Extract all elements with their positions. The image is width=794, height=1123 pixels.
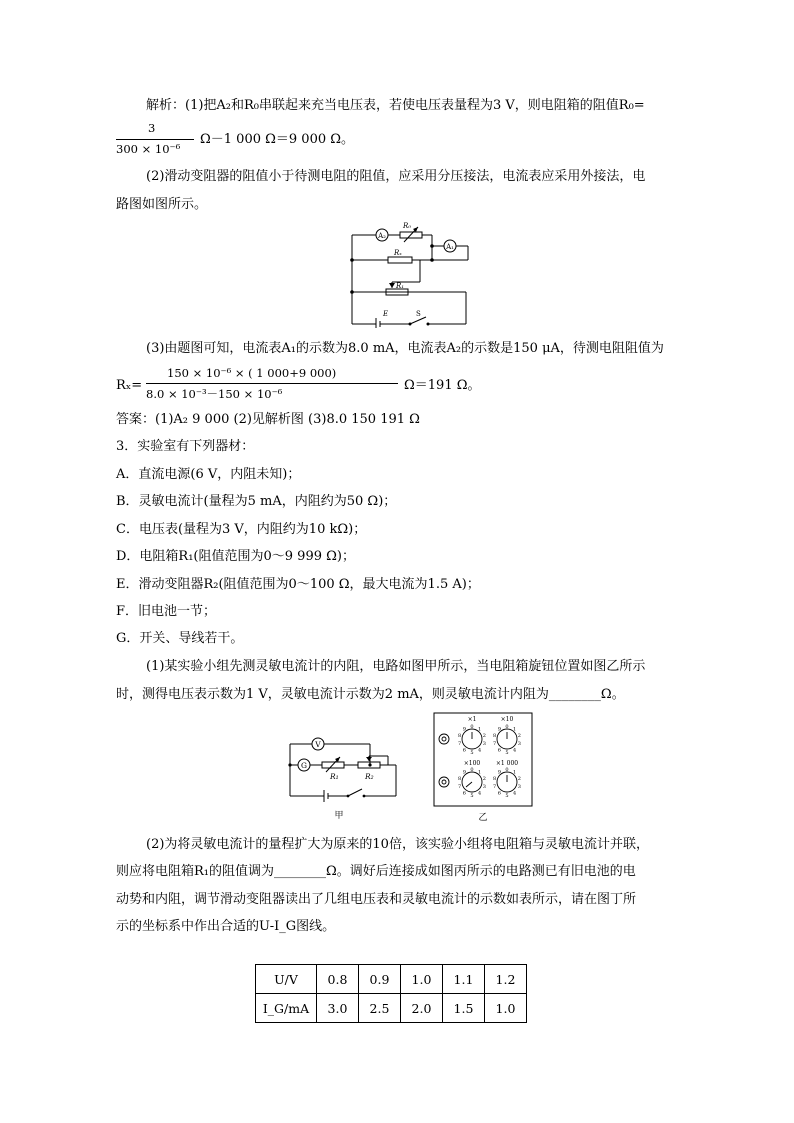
jia-r1-label: R₁ xyxy=(330,772,339,781)
dial-digit: 6 xyxy=(497,747,501,754)
dial-digit: 9 xyxy=(497,726,501,733)
solution-line-1: 解析：(1)把A₂和R₀串联起来充当电压表，若使电压表量程为3 V，则电阻箱的阻值R₀= xyxy=(146,98,645,113)
rheostat-r1-label: R₁ xyxy=(396,282,405,290)
dial-digit: 9 xyxy=(462,726,466,733)
dial-digit: 3 xyxy=(517,741,521,747)
dial-digit: 4 xyxy=(513,790,517,797)
q3-item-c: C．电压表(量程为3 V，内阻约为10 kΩ)； xyxy=(116,522,367,537)
dial-x1000-label: ×1 000 xyxy=(495,760,519,767)
dial-digit: 6 xyxy=(497,790,501,797)
dial-digit: 1 xyxy=(513,726,517,733)
q3-part2-line1: (2)为将灵敏电流计的量程扩大为原来的10倍，该实验小组将电阻箱与灵敏电流计并联， xyxy=(146,837,649,852)
circuit-diagram-1 xyxy=(348,216,474,328)
galvanometer-g-label: G xyxy=(301,761,307,770)
table-cell: 1.5 xyxy=(443,994,485,1023)
resistor-r0-label: R₀ xyxy=(403,222,412,230)
dial-digit: 4 xyxy=(478,790,482,797)
table-cell: 1.0 xyxy=(401,965,443,994)
dial-digit: 7 xyxy=(493,784,497,790)
q3-part2-line3: 动势和内阻，调节滑动变阻器读出了几组电压表和灵敏电流计的示数如表所示，请在图丁所 xyxy=(116,892,637,907)
table-cell: 1.0 xyxy=(485,994,527,1023)
jia-r2-label: R₂ xyxy=(365,772,374,781)
q3-item-f: F．旧电池一节； xyxy=(116,604,217,619)
q3-part2-line4: 示的坐标系中作出合适的U-I_G图线。 xyxy=(116,919,336,934)
fraction-1-result: Ω－1 000 Ω＝9 000 Ω。 xyxy=(200,132,355,147)
dial-digit: 8 xyxy=(493,733,497,739)
battery-e-label: E xyxy=(383,310,389,318)
q3-stem: 3．实验室有下列器材： xyxy=(116,439,255,454)
dial-digit: 4 xyxy=(478,747,482,754)
dial-digit: 5 xyxy=(505,750,509,756)
ammeter-a1-label: A₁ xyxy=(446,243,454,251)
dial-digit: 7 xyxy=(493,741,497,747)
dial-x100-label: ×100 xyxy=(463,760,481,767)
figure-yi-caption: 乙 xyxy=(478,813,488,822)
table-cell: 0.9 xyxy=(359,965,401,994)
dial-digit: 8 xyxy=(458,733,462,739)
q3-part1-line1: (1)某实验小组先测灵敏电流计的内阻，电路如图甲所示，当电阻箱旋钮位置如图乙所示 xyxy=(146,659,646,674)
switch-s-label: S xyxy=(416,310,421,318)
answer-line: 答案：(1)A₂ 9 000 (2)见解析图 (3)8.0 150 191 Ω xyxy=(116,412,420,427)
figure-jia-circuit xyxy=(284,730,416,822)
solution-line-4: (3)由题图可知，电流表A₁的示数为8.0 mA，电流表A₂的示数是150 μA，待测电阻阻值为 xyxy=(146,341,664,356)
dial-digit: 1 xyxy=(478,726,482,733)
q3-part2-line2: 则应将电阻箱R₁的阻值调为________Ω。调好后连接成如图丙所示的电路测已有旧电池的电 xyxy=(116,864,636,879)
figure-yi-resistance-box xyxy=(432,712,534,822)
dial-x1-label: ×1 xyxy=(467,716,477,723)
fraction-2-bar xyxy=(146,383,398,384)
solution-line-3: 路图如图所示。 xyxy=(116,197,208,212)
table-header-u: U/V xyxy=(256,965,317,994)
q3-item-g: G．开关、导线若干。 xyxy=(116,631,244,646)
table-header-ig: I_G/mA xyxy=(256,994,317,1023)
dial-digit: 3 xyxy=(482,784,486,790)
dial-digit: 5 xyxy=(470,750,474,756)
dial-digit: 8 xyxy=(493,776,497,782)
dial-digit: 9 xyxy=(462,769,466,776)
table-row-ig xyxy=(256,994,527,1023)
dial-digit: 0 xyxy=(505,724,509,730)
dial-digit: 0 xyxy=(470,724,474,730)
dial-digit: 5 xyxy=(505,793,509,799)
dial-digit: 3 xyxy=(517,784,521,790)
fraction-1-denominator: 300 × 10⁻⁶ xyxy=(116,142,181,156)
fraction-2-result: Ω＝191 Ω。 xyxy=(404,378,481,393)
dial-digit: 8 xyxy=(458,776,462,782)
q3-item-e: E．滑动变阻器R₂(阻值范围为0～100 Ω，最大电流为1.5 A)； xyxy=(116,577,480,592)
table-cell: 1.2 xyxy=(485,965,527,994)
q3-item-b: B．灵敏电流计(量程为5 mA，内阻约为50 Ω)； xyxy=(116,494,397,509)
dial-digit: 6 xyxy=(462,790,466,797)
table-cell: 2.0 xyxy=(401,994,443,1023)
table-cell: 3.0 xyxy=(317,994,359,1023)
table-cell: 0.8 xyxy=(317,965,359,994)
dial-digit: 5 xyxy=(470,793,474,799)
dial-digit: 2 xyxy=(517,733,521,739)
table-cell: 2.5 xyxy=(359,994,401,1023)
resistor-rx-label: Rₓ xyxy=(394,249,402,257)
table-row-u xyxy=(256,965,527,994)
dial-digit: 6 xyxy=(462,747,466,754)
dial-digit: 4 xyxy=(513,747,517,754)
q3-item-d: D．电阻箱R₁(阻值范围为0～9 999 Ω)； xyxy=(116,549,355,564)
dial-digit: 2 xyxy=(517,776,521,782)
dial-digit: 9 xyxy=(497,769,501,776)
dial-digit: 2 xyxy=(482,733,486,739)
dial-digit: 3 xyxy=(482,741,486,747)
figure-jia-caption: 甲 xyxy=(334,811,344,821)
dial-digit: 1 xyxy=(513,769,517,776)
q3-item-a: A．直流电源(6 V，内阻未知)； xyxy=(116,467,301,482)
dial-digit: 0 xyxy=(505,767,509,773)
fraction-2-lhs: Rₓ= xyxy=(116,378,143,393)
ammeter-a2-label: A₂ xyxy=(378,232,386,240)
q3-part1-line2: 时，测得电压表示数为1 V，灵敏电流计示数为2 mA，则灵敏电流计内阻为________Ω。 xyxy=(116,687,625,702)
dial-digit: 7 xyxy=(458,784,462,790)
dial-x10-label: ×10 xyxy=(500,716,514,723)
dial-digit: 2 xyxy=(482,776,486,782)
fraction-2-numerator: 150 × 10⁻⁶ × ( 1 000+9 000) xyxy=(167,366,337,380)
fraction-2-denominator: 8.0 × 10⁻³－150 × 10⁻⁶ xyxy=(146,387,283,401)
solution-line-2: (2)滑动变阻器的阻值小于待测电阻的阻值，应采用分压接法，电流表应采用外接法，电 xyxy=(146,169,646,184)
fraction-1-bar xyxy=(116,139,194,140)
voltmeter-v-label: V xyxy=(315,740,321,749)
fraction-1-numerator: 3 xyxy=(148,121,156,135)
dial-digit: 1 xyxy=(478,769,482,776)
dial-digit: 0 xyxy=(470,767,474,773)
dial-digit: 7 xyxy=(458,741,462,747)
data-table xyxy=(255,964,527,1023)
table-cell: 1.1 xyxy=(443,965,485,994)
